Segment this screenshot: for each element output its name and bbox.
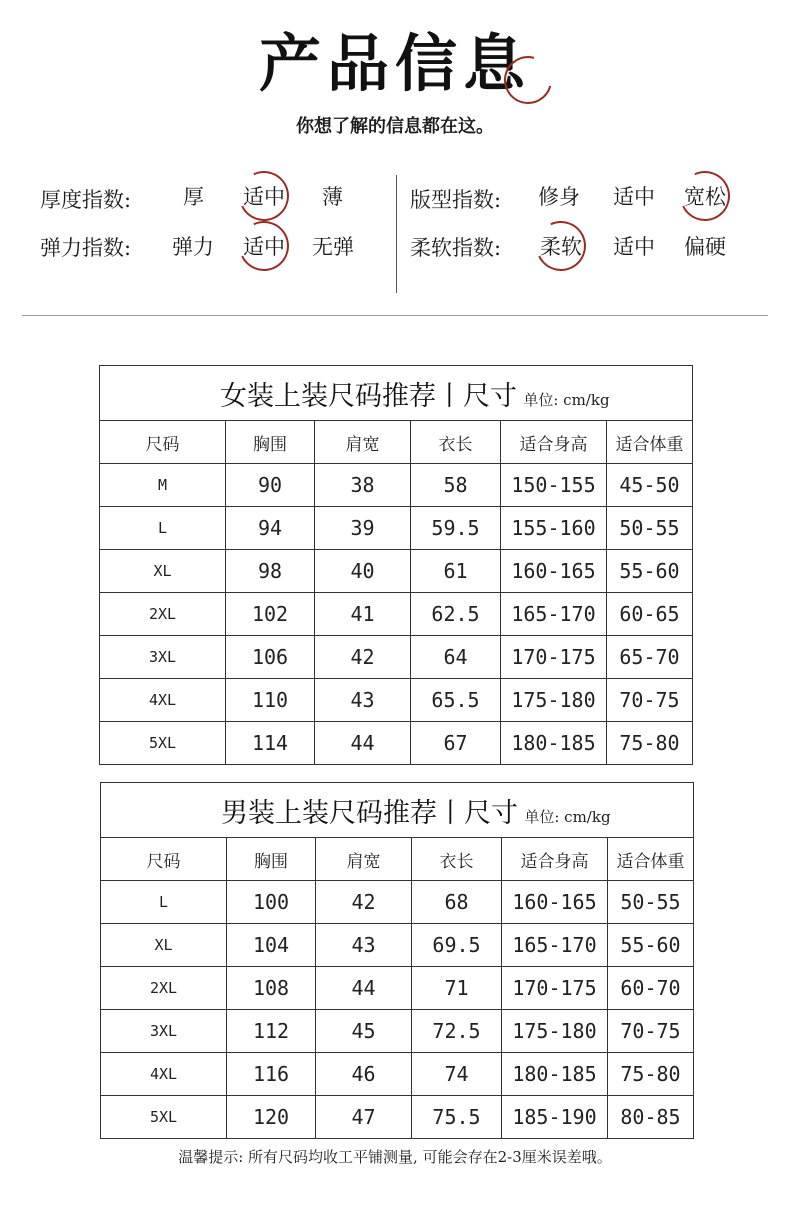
- size-cell: L: [101, 881, 227, 924]
- size-cell: 3XL: [100, 636, 226, 679]
- elasticity-option-none: 无弹: [312, 235, 354, 259]
- table-row: [100, 593, 693, 636]
- column-header: 适合身高: [501, 421, 607, 464]
- women-table-unit: 单位: cm/kg: [523, 390, 610, 409]
- table-cell: 102: [226, 593, 315, 636]
- column-header: 适合体重: [607, 421, 693, 464]
- size-cell: L: [100, 507, 226, 550]
- column-header: 衣长: [412, 838, 502, 881]
- table-cell: 120: [227, 1096, 316, 1139]
- table-row: [100, 464, 693, 507]
- thickness-option-thin: 薄: [322, 185, 343, 209]
- table-cell: 106: [226, 636, 315, 679]
- table-cell: 150-155: [501, 464, 607, 507]
- table-cell: 65-70: [607, 636, 693, 679]
- size-cell: 2XL: [100, 593, 226, 636]
- table-cell: 100: [227, 881, 316, 924]
- table-cell: 114: [226, 722, 315, 765]
- women-size-table: [99, 365, 693, 765]
- table-cell: 80-85: [608, 1096, 694, 1139]
- fit-option-slim: 修身: [538, 185, 580, 209]
- table-cell: 44: [315, 722, 411, 765]
- table-cell: 180-185: [501, 722, 607, 765]
- women-table-caption: [100, 366, 693, 421]
- softness-option-soft: 柔软: [540, 235, 582, 259]
- table-cell: 67: [411, 722, 501, 765]
- table-cell: 50-55: [607, 507, 693, 550]
- table-cell: 58: [411, 464, 501, 507]
- table-cell: 43: [315, 679, 411, 722]
- table-cell: 98: [226, 550, 315, 593]
- column-header: 胸围: [227, 838, 316, 881]
- men-table-unit: 单位: cm/kg: [524, 807, 611, 826]
- table-cell: 70-75: [608, 1010, 694, 1053]
- section-divider: [22, 315, 768, 316]
- column-header: 尺码: [101, 838, 227, 881]
- table-cell: 75-80: [607, 722, 693, 765]
- table-cell: 180-185: [502, 1053, 608, 1096]
- column-header: 肩宽: [316, 838, 412, 881]
- elasticity-label: 弹力指数:: [40, 236, 132, 260]
- table-row: [101, 1096, 694, 1139]
- table-cell: 50-55: [608, 881, 694, 924]
- footnote: 温馨提示: 所有尺码均收工平铺测量, 可能会存在2-3厘米误差哦。: [178, 1148, 612, 1166]
- size-cell: XL: [100, 550, 226, 593]
- men-table-caption: [101, 783, 694, 838]
- table-cell: 72.5: [412, 1010, 502, 1053]
- table-cell: 170-175: [501, 636, 607, 679]
- table-cell: 60-70: [608, 967, 694, 1010]
- column-header: 衣长: [411, 421, 501, 464]
- table-cell: 55-60: [608, 924, 694, 967]
- thickness-option-thick: 厚: [183, 185, 204, 209]
- fit-selected-ring: [673, 164, 737, 228]
- table-cell: 94: [226, 507, 315, 550]
- table-cell: 75-80: [608, 1053, 694, 1096]
- women-table-title: 女装上装尺码推荐丨尺寸: [220, 380, 517, 412]
- column-header: 肩宽: [315, 421, 411, 464]
- table-cell: 74: [412, 1053, 502, 1096]
- table-row: [100, 550, 693, 593]
- table-cell: 175-180: [501, 679, 607, 722]
- table-cell: 41: [315, 593, 411, 636]
- table-cell: 39: [315, 507, 411, 550]
- size-cell: 4XL: [100, 679, 226, 722]
- thickness-selected-ring: [232, 164, 296, 228]
- table-cell: 65.5: [411, 679, 501, 722]
- table-row: [100, 507, 693, 550]
- softness-label: 柔软指数:: [410, 236, 502, 260]
- table-row: [100, 722, 693, 765]
- table-cell: 175-180: [502, 1010, 608, 1053]
- size-cell: XL: [101, 924, 227, 967]
- men-table-title: 男装上装尺码推荐丨尺寸: [221, 797, 518, 829]
- table-cell: 47: [316, 1096, 412, 1139]
- thickness-label: 厚度指数:: [40, 188, 132, 212]
- column-header: 适合体重: [608, 838, 694, 881]
- size-cell: 2XL: [101, 967, 227, 1010]
- thickness-option-medium: 适中: [243, 185, 285, 209]
- table-row: [101, 1053, 694, 1096]
- table-row: [101, 881, 694, 924]
- page-title: 产品信息: [258, 27, 531, 100]
- table-cell: 44: [316, 967, 412, 1010]
- table-cell: 185-190: [502, 1096, 608, 1139]
- softness-option-stiff: 偏硬: [684, 235, 726, 259]
- elasticity-option-stretch: 弹力: [172, 235, 214, 259]
- table-cell: 112: [227, 1010, 316, 1053]
- elasticity-selected-ring: [232, 214, 296, 278]
- table-cell: 104: [227, 924, 316, 967]
- size-cell: 4XL: [101, 1053, 227, 1096]
- table-cell: 46: [316, 1053, 412, 1096]
- table-row: [100, 636, 693, 679]
- table-cell: 70-75: [607, 679, 693, 722]
- table-row: [101, 924, 694, 967]
- fit-label: 版型指数:: [410, 188, 502, 212]
- women-table-header: [100, 421, 693, 464]
- table-cell: 116: [227, 1053, 316, 1096]
- column-header: 适合身高: [502, 838, 608, 881]
- page-subtitle: 你想了解的信息都在这。: [296, 116, 494, 137]
- table-cell: 69.5: [412, 924, 502, 967]
- table-cell: 55-60: [607, 550, 693, 593]
- table-cell: 42: [316, 881, 412, 924]
- table-cell: 165-170: [502, 924, 608, 967]
- table-row: [101, 967, 694, 1010]
- table-cell: 160-165: [502, 881, 608, 924]
- table-cell: 75.5: [412, 1096, 502, 1139]
- table-cell: 68: [412, 881, 502, 924]
- table-cell: 165-170: [501, 593, 607, 636]
- fit-option-loose: 宽松: [684, 185, 726, 209]
- table-cell: 43: [316, 924, 412, 967]
- softness-option-medium: 适中: [613, 235, 655, 259]
- softness-selected-ring: [529, 214, 593, 278]
- table-row: [101, 1010, 694, 1053]
- table-cell: 45: [316, 1010, 412, 1053]
- table-cell: 110: [226, 679, 315, 722]
- table-cell: 160-165: [501, 550, 607, 593]
- table-cell: 90: [226, 464, 315, 507]
- men-table-header: [101, 838, 694, 881]
- table-cell: 71: [412, 967, 502, 1010]
- size-cell: M: [100, 464, 226, 507]
- table-cell: 170-175: [502, 967, 608, 1010]
- column-header: 胸围: [226, 421, 315, 464]
- table-cell: 108: [227, 967, 316, 1010]
- table-cell: 60-65: [607, 593, 693, 636]
- size-cell: 5XL: [100, 722, 226, 765]
- table-cell: 61: [411, 550, 501, 593]
- table-cell: 59.5: [411, 507, 501, 550]
- column-header: 尺码: [100, 421, 226, 464]
- table-cell: 45-50: [607, 464, 693, 507]
- fit-option-medium: 适中: [613, 185, 655, 209]
- table-cell: 38: [315, 464, 411, 507]
- men-size-table: [100, 782, 694, 1139]
- table-cell: 62.5: [411, 593, 501, 636]
- index-divider: [396, 175, 397, 293]
- elasticity-option-medium: 适中: [243, 235, 285, 259]
- table-cell: 40: [315, 550, 411, 593]
- table-row: [100, 679, 693, 722]
- size-cell: 5XL: [101, 1096, 227, 1139]
- size-cell: 3XL: [101, 1010, 227, 1053]
- table-cell: 42: [315, 636, 411, 679]
- table-cell: 64: [411, 636, 501, 679]
- table-cell: 155-160: [501, 507, 607, 550]
